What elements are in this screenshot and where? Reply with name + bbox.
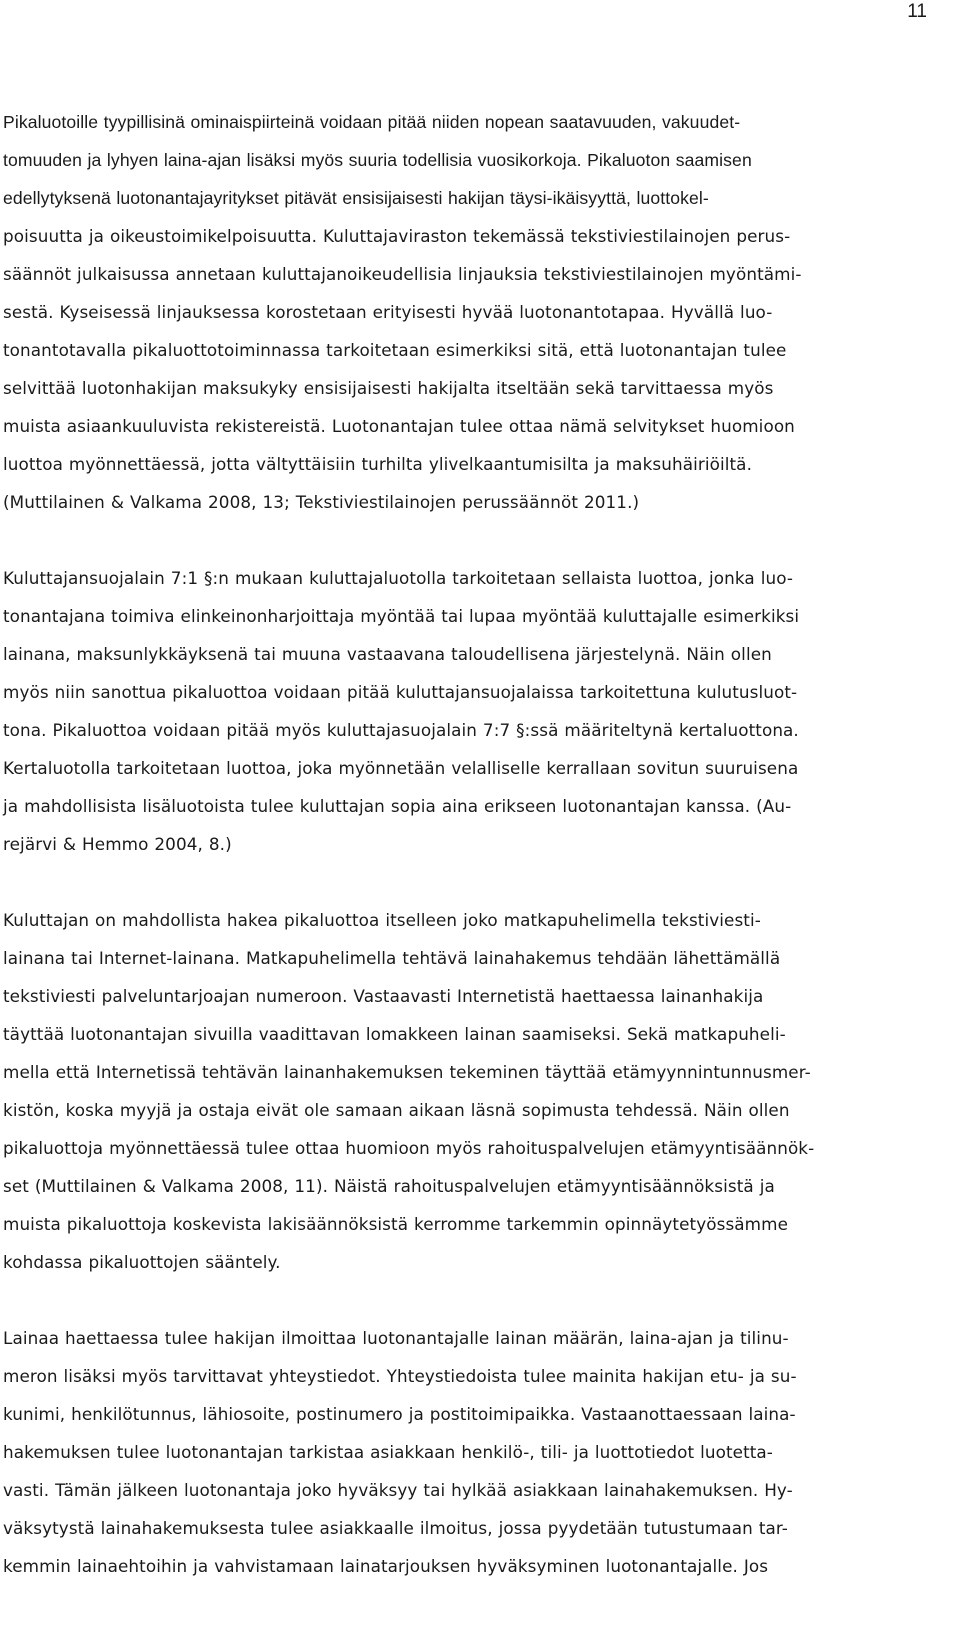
text-line: vasti. Tämän jälkeen luotonantaja joko hyväksyy tai hylkää asiakkaan lainahakemuksen. Hy- — [3, 1480, 793, 1500]
text-line: muista pikaluottoja koskevista lakisäännöksistä kerromme tarkemmin opinnäytetyössämme — [3, 1214, 788, 1234]
paragraph-gap — [3, 521, 933, 559]
text-line: myös niin sanottua pikaluottoa voidaan pitää kuluttajansuojalaissa tarkoitettuna kulutusluot- — [3, 682, 798, 702]
paragraph-consumer-protection-law — [3, 559, 933, 863]
text-line: (Muttilainen & Valkama 2008, 13; Tekstiviestilainojen perussäännöt 2011.) — [3, 492, 640, 512]
text-line: set (Muttilainen & Valkama 2008, 11). Näistä rahoituspalvelujen etämyyntisäännöksistä ja — [3, 1176, 775, 1196]
text-line: kunimi, henkilötunnus, lähiosoite, postinumero ja postitoimipaikka. Vastaanottaessaan laina- — [3, 1404, 796, 1424]
text-line: poisuutta ja oikeustoimikelpoisuutta. Kuluttajaviraston tekemässä tekstiviestilainojen perus- — [3, 226, 791, 246]
text-line: selvittää luotonhakijan maksukyky ensisijaisesti hakijalta itseltään sekä tarvittaessa myös — [3, 378, 774, 398]
text-line: ja mahdollisista lisäluotoista tulee kuluttajan sopia aina erikseen luotonantajan kanssa. (Au- — [3, 796, 792, 816]
text-line: muista asiaankuuluvista rekistereistä. Luotonantajan tulee ottaa nämä selvitykset huomioon — [3, 416, 795, 436]
text-line: hakemuksen tulee luotonantajan tarkistaa asiakkaan henkilö-, tili- ja luottotiedot luotetta- — [3, 1442, 773, 1462]
text-line: Pikaluotoille tyypillisinä ominaispiirteinä voidaan pitää niiden nopean saatavuuden, vakuudet- — [3, 112, 741, 132]
text-line: tonantotavalla pikaluottotoiminnassa tarkoitetaan esimerkiksi sitä, että luotonantajan tulee — [3, 340, 787, 360]
page-number: 11 — [907, 1, 927, 22]
text-line: mella että Internetissä tehtävän lainanhakemuksen tekeminen täyttää etämyynnintunnusmer- — [3, 1062, 811, 1082]
text-line: sestä. Kyseisessä linjauksessa korostetaan erityisesti hyvää luotonantotapaa. Hyvällä luo- — [3, 302, 773, 322]
paragraph-gap — [3, 863, 933, 901]
text-line: pikaluottoja myönnettäessä tulee ottaa huomioon myös rahoituspalvelujen etämyyntisäännök- — [3, 1138, 815, 1158]
text-line: täyttää luotonantajan sivuilla vaadittavan lomakkeen lainan saamiseksi. Sekä matkapuheli- — [3, 1024, 786, 1044]
text-line: Kuluttajansuojalain 7:1 §:n mukaan kuluttajaluotolla tarkoitetaan sellaista luottoa, jonka luo- — [3, 568, 794, 588]
text-line: lainana tai Internet-lainana. Matkapuhelimella tehtävä lainahakemus tehdään lähettämällä — [3, 948, 781, 968]
text-line: väksytystä lainahakemuksesta tulee asiakkaalle ilmoitus, jossa pyydetään tutustumaan tar- — [3, 1518, 788, 1538]
text-line: kohdassa pikaluottojen sääntely. — [3, 1252, 281, 1272]
text-line: edellytyksenä luotonantajayritykset pitävät ensisijaisesti hakijan täysi-ikäisyyttä, luottokel- — [3, 188, 709, 208]
paragraph-quick-loan-characteristics — [3, 103, 933, 521]
text-line: tomuuden ja lyhyen laina-ajan lisäksi myös suuria todellisia vuosikorkoja. Pikaluoton saamisen — [3, 150, 752, 170]
paragraph-gap — [3, 1281, 933, 1319]
text-line: Lainaa haettaessa tulee hakijan ilmoittaa luotonantajalle lainan määrän, laina-ajan ja tilinu- — [3, 1328, 789, 1348]
text-line: säännöt julkaisussa annetaan kuluttajanoikeudellisia linjauksia tekstiviestilainojen myöntämi- — [3, 264, 802, 284]
text-line: kemmin lainaehtoihin ja vahvistamaan lainatarjouksen hyväksyminen luotonantajalle. Jos — [3, 1556, 769, 1576]
text-line: tonantajana toimiva elinkeinonharjoittaja myöntää tai lupaa myöntää kuluttajalle esimerkiksi — [3, 606, 800, 626]
document-body — [3, 103, 933, 1585]
text-line: Kuluttajan on mahdollista hakea pikaluottoa itselleen joko matkapuhelimella tekstiviesti- — [3, 910, 761, 930]
text-line: luottoa myönnettäessä, jotta vältyttäisiin turhilta ylivelkaantumisilta ja maksuhäiriöiltä. — [3, 454, 752, 474]
paragraph-application-details — [3, 1319, 933, 1585]
text-line: tekstiviesti palveluntarjoajan numeroon. Vastaavasti Internetistä haettaessa lainanhakija — [3, 986, 764, 1006]
text-line: lainana, maksunlykkäyksenä tai muuna vastaavana taloudellisena järjestelynä. Näin ollen — [3, 644, 772, 664]
paragraph-applying-for-loan — [3, 901, 933, 1281]
text-line: rejärvi & Hemmo 2004, 8.) — [3, 834, 232, 854]
text-line: tona. Pikaluottoa voidaan pitää myös kuluttajasuojalain 7:7 §:ssä määriteltynä kertaluottona. — [3, 720, 799, 740]
text-line: meron lisäksi myös tarvittavat yhteystiedot. Yhteystiedoista tulee mainita hakijan etu- ja su- — [3, 1366, 797, 1386]
text-line: Kertaluotolla tarkoitetaan luottoa, joka myönnetään velalliselle kerrallaan sovitun suuruisena — [3, 758, 799, 778]
text-line: kistön, koska myyjä ja ostaja eivät ole samaan aikaan läsnä sopimusta tehdessä. Näin ollen — [3, 1100, 790, 1120]
